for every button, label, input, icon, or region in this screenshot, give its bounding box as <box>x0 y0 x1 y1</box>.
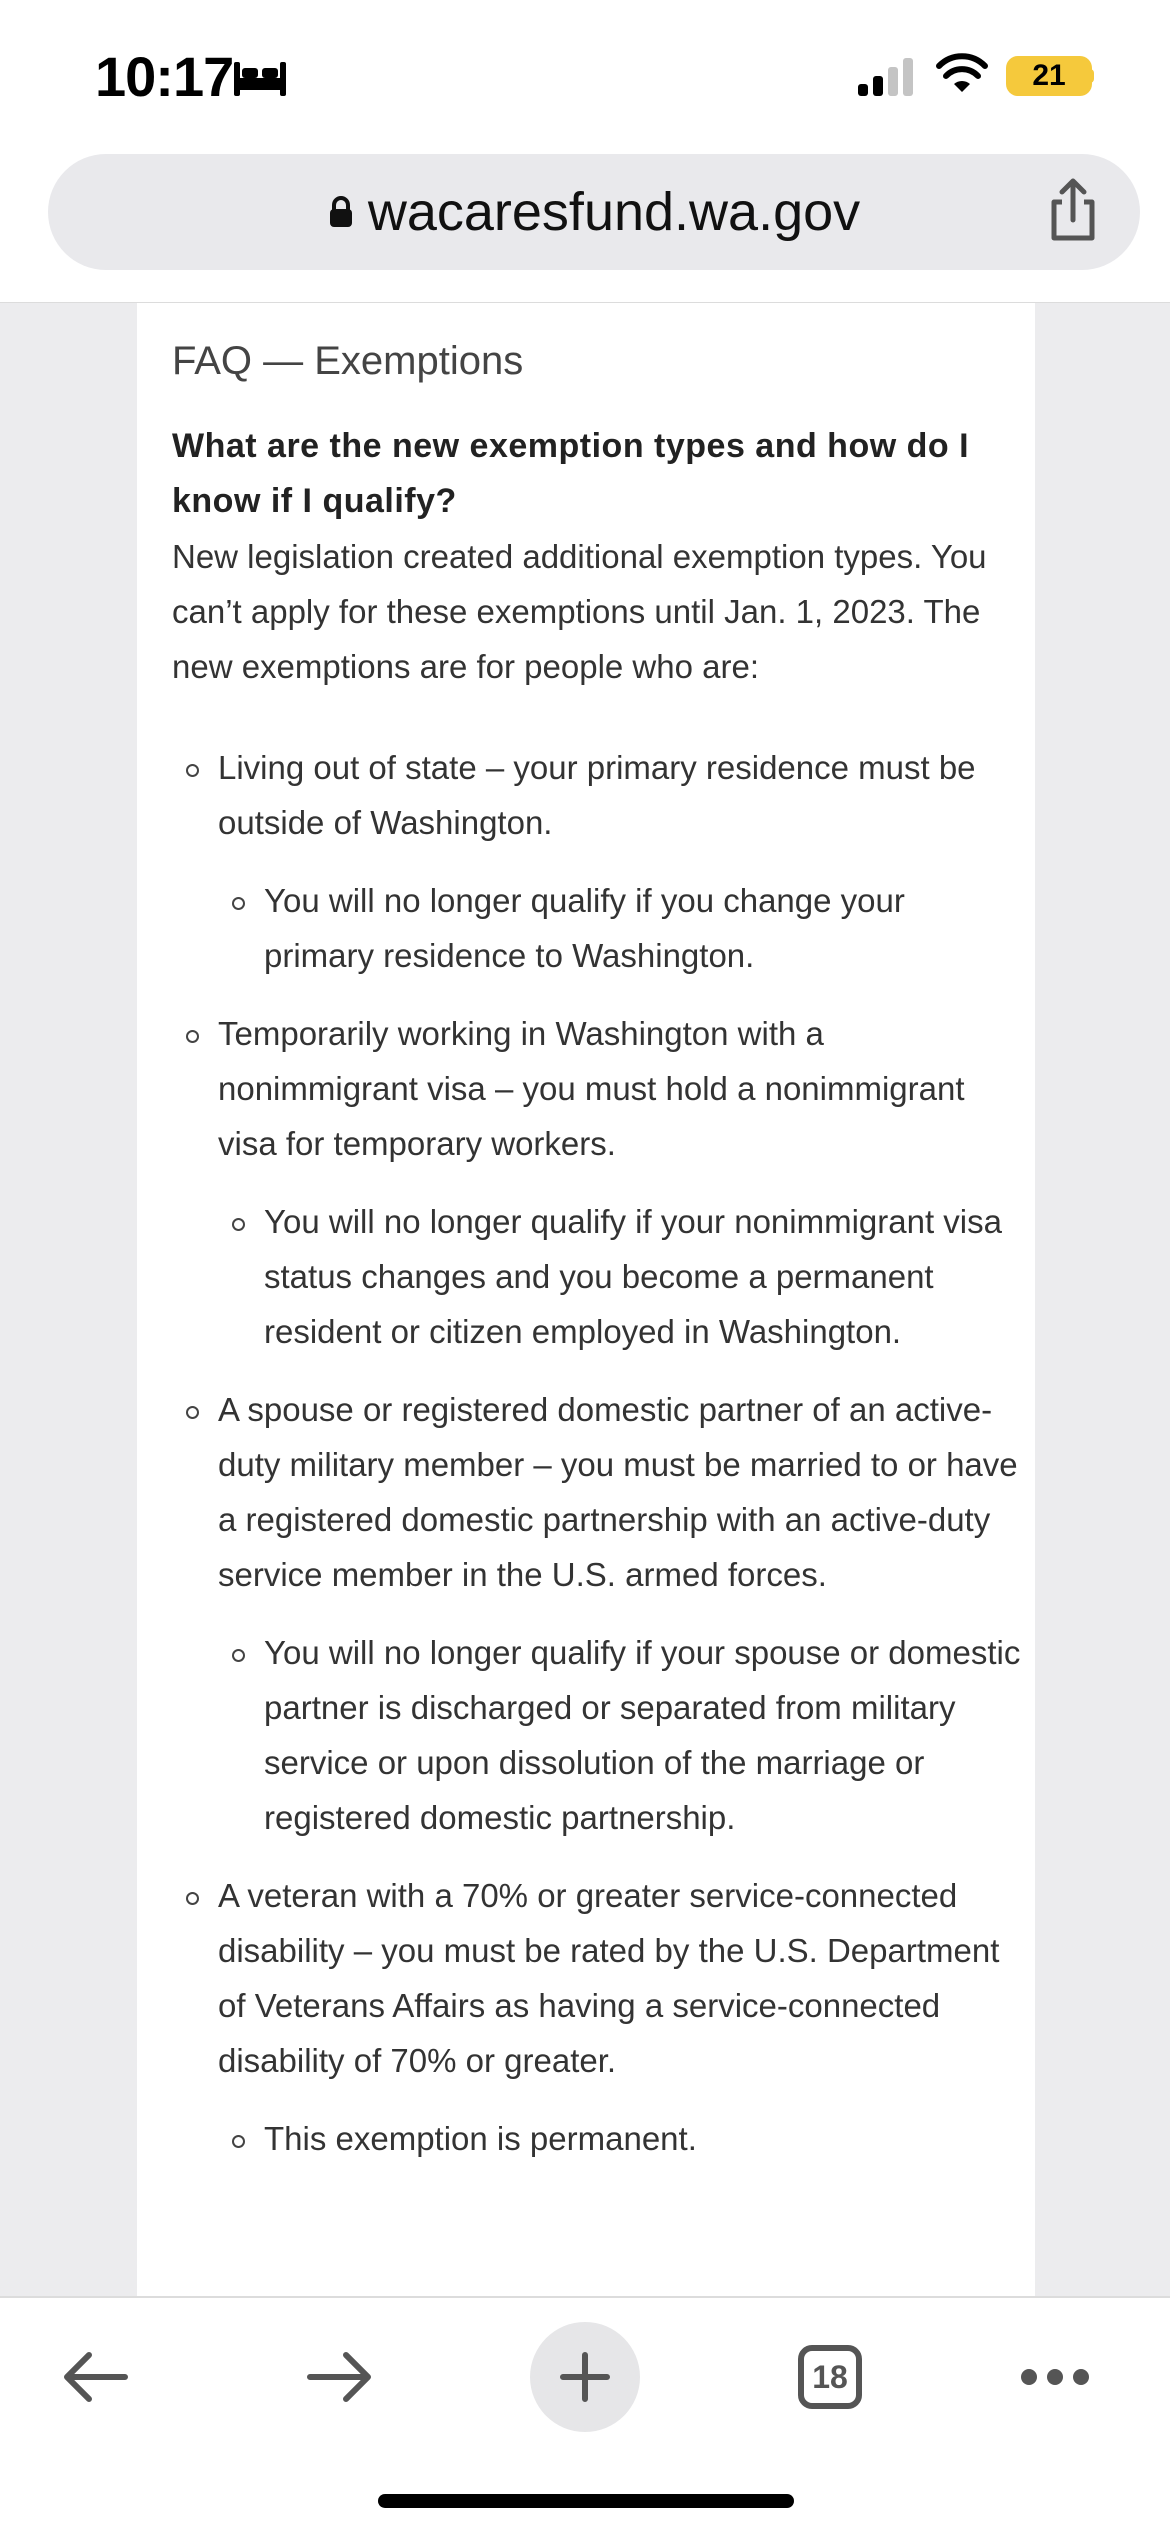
bullet-icon <box>186 1892 199 1905</box>
exemption-note <box>172 2111 1022 2166</box>
exemption-item <box>172 1868 1022 2088</box>
forward-arrow-icon <box>304 2347 376 2407</box>
bullet-icon <box>232 897 245 910</box>
share-icon[interactable] <box>1038 176 1108 246</box>
section-title: FAQ — Exemptions <box>172 339 524 383</box>
faq-intro: New legislation created additional exemption types. You can’t apply for these exemptions until Jan. 1, 2023. The new exemptions are for people who are: <box>172 538 987 685</box>
bullet-icon <box>186 1030 199 1043</box>
bullet-icon <box>186 1406 199 1419</box>
exemption-note <box>172 1625 1022 1845</box>
bullet-icon <box>232 2135 245 2148</box>
cellular-signal-icon <box>856 56 914 96</box>
exemption-note-text: You will no longer qualify if your nonimmigrant visa status changes and you become a permanent resident or citizen employed in Washington. <box>264 1203 1002 1350</box>
lock-icon <box>328 196 354 228</box>
home-indicator[interactable] <box>378 2494 794 2508</box>
url-text: wacaresfund.wa.gov <box>367 182 861 242</box>
address-bar[interactable] <box>48 154 1140 270</box>
battery-level: 21 <box>1032 59 1066 92</box>
status-time: 10:17 <box>95 45 234 108</box>
battery-tip <box>1088 69 1094 83</box>
exemption-note <box>172 1194 1022 1359</box>
tabs-button[interactable] <box>790 2322 870 2432</box>
tab-count: 18 <box>812 2358 848 2395</box>
plus-icon <box>557 2349 613 2405</box>
tabs-icon <box>798 2345 862 2409</box>
wifi-icon <box>936 52 988 94</box>
faq-question: What are the new exemption types and how do I know if I qualify? <box>172 427 970 520</box>
battery-icon <box>1006 56 1092 96</box>
bullet-icon <box>186 764 199 777</box>
new-tab-button[interactable] <box>530 2322 640 2432</box>
status-bar <box>0 0 1170 150</box>
exemption-text: A veteran with a 70% or greater service-connected disability – you must be rated by the U.S. Department of Veterans Affairs as having a service-connected disability of 70% or greater. <box>218 1877 1000 2079</box>
exemption-text: A spouse or registered domestic partner of an active-duty military member – you must be married to or have a registered domestic partnership with an active-duty service member in the U.S. armed forces. <box>218 1391 1018 1593</box>
browser-address-area <box>0 150 1170 304</box>
bullet-icon <box>232 1218 245 1231</box>
back-arrow-icon <box>59 2347 131 2407</box>
exemption-text: Living out of state – your primary residence must be outside of Washington. <box>218 749 976 841</box>
url-wrap <box>48 154 1140 270</box>
bed-icon <box>232 58 288 98</box>
exemption-note-text: You will no longer qualify if your spouse or domestic partner is discharged or separated from military service or upon dissolution of the marriage or registered domestic partnership. <box>264 1634 1021 1836</box>
content-card <box>137 303 1035 2296</box>
exemption-note-text: You will no longer qualify if you change your primary residence to Washington. <box>264 882 905 974</box>
more-icon <box>1019 2367 1091 2387</box>
back-button[interactable] <box>50 2322 140 2432</box>
exemption-item <box>172 1382 1022 1602</box>
exemption-item <box>172 740 1022 850</box>
exemption-note-text: This exemption is permanent. <box>264 2120 697 2157</box>
exemption-note <box>172 873 1022 983</box>
more-button[interactable] <box>1010 2322 1100 2432</box>
exemption-text: Temporarily working in Washington with a nonimmigrant visa – you must hold a nonimmigrant visa for temporary workers. <box>218 1015 965 1162</box>
bullet-icon <box>232 1649 245 1662</box>
web-content <box>0 303 1170 2296</box>
forward-button[interactable] <box>295 2322 385 2432</box>
exemption-list <box>172 740 1022 2189</box>
exemption-item <box>172 1006 1022 1171</box>
